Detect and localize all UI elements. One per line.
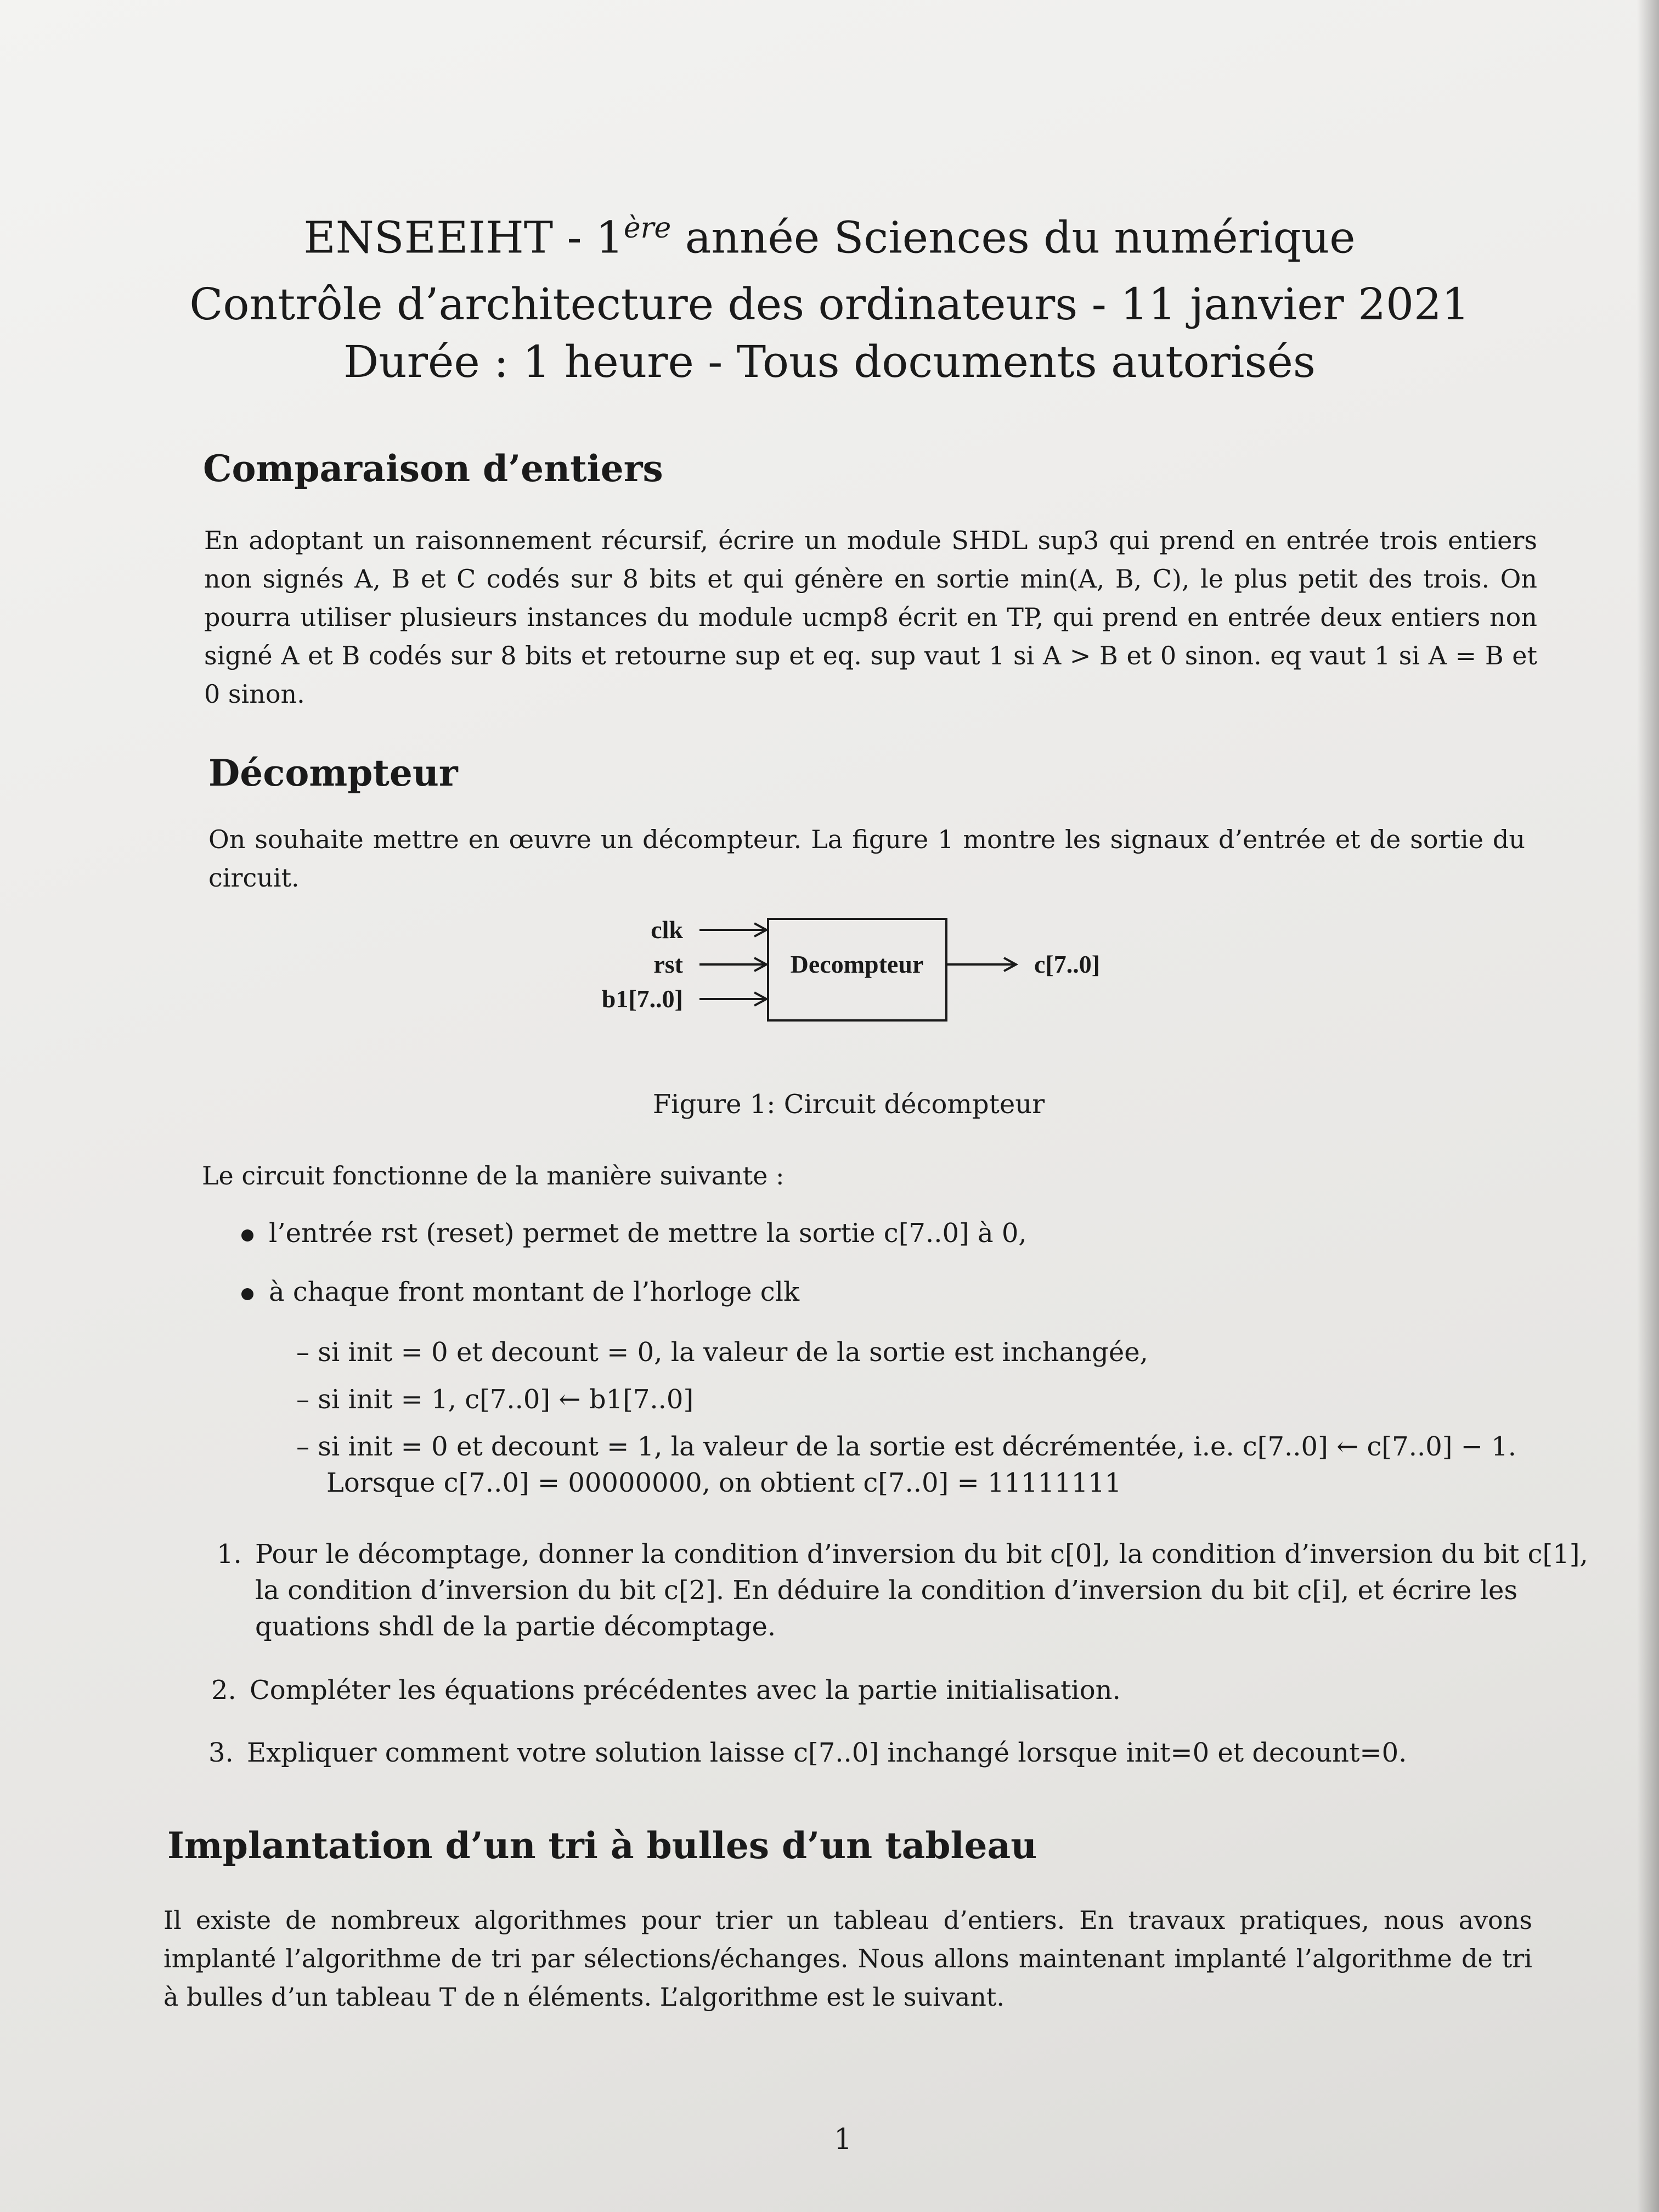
- sub-bullet-unchanged: – si init = 0 et decount = 0, la valeur de la sortie est inchangée,: [296, 1337, 1148, 1368]
- section-title-comparaison: Comparaison d’entiers: [203, 447, 663, 490]
- question-number: 3.: [208, 1737, 234, 1768]
- input-rst-label: rst: [653, 950, 683, 978]
- question-3-text: Expliquer comment votre solution laisse c[7..0] inchangé lorsque init=0 et decount=0.: [247, 1737, 1407, 1768]
- bullet-text-reset: l’entrée rst (reset) permet de mettre la sortie c[7..0] à 0,: [269, 1218, 1027, 1249]
- bullet-text-clock: à chaque front montant de l’horloge clk: [269, 1277, 800, 1307]
- header-school: ENSEEIHT - 1: [303, 212, 624, 263]
- input-b1-label: b1[7..0]: [601, 985, 683, 1013]
- decompteur-block-label: Decompteur: [790, 950, 924, 978]
- header-line-3: Durée : 1 heure - Tous documents autorisés: [343, 336, 1316, 387]
- question-2-text: Compléter les équations précédentes avec la partie initialisation.: [250, 1675, 1121, 1706]
- question-1-line-2: la condition d’inversion du bit c[2]. En déduire la condition d’inversion du bit c[i], et écrire les: [255, 1575, 1518, 1606]
- decompteur-diagram: [576, 905, 1152, 1037]
- header-superscript: ère: [623, 212, 672, 245]
- sub-bullet-decrement: – si init = 0 et decount = 1, la valeur de la sortie est décrémentée, i.e. c[7..0] ← c[7..0] − 1.: [296, 1431, 1517, 1462]
- section-title-tri-bulles: Implantation d’un tri à bulles d’un tableau: [167, 1824, 1037, 1867]
- sub-bullet-wraparound: Lorsque c[7..0] = 00000000, on obtient c[7..0] = 11111111: [326, 1468, 1122, 1498]
- header-line-2: Contrôle d’architecture des ordinateurs - 11 janvier 2021: [189, 279, 1470, 330]
- question-1-line-3: quations shdl de la partie décomptage.: [255, 1611, 776, 1642]
- header-program: année Sciences du numérique: [671, 212, 1356, 263]
- bullet-item: [241, 1215, 1027, 1251]
- header-line-1: [0, 212, 1659, 263]
- sub-bullet-init: – si init = 1, c[7..0] ← b1[7..0]: [296, 1384, 694, 1415]
- functioning-intro: Le circuit fonctionne de la manière suivante :: [202, 1161, 785, 1190]
- bullet-dot: [241, 1288, 253, 1300]
- question-number: 1.: [217, 1539, 242, 1570]
- section3-paragraph: Il existe de nombreux algorithmes pour trier un tableau d’entiers. En travaux pratiques, nous avons implanté l’algorithme de tri par sélections/échanges. Nous allons maintenant implanté l’algorithme de tri à bulles d’un tableau T de n éléments. L’algorithme est le suivant.: [163, 1905, 1532, 2012]
- input-clk-label: clk: [651, 916, 683, 944]
- question-number: 2.: [211, 1675, 236, 1706]
- question-1-line-1: Pour le décomptage, donner la condition d’inversion du bit c[0], la condition d’inversion du bit c[1],: [255, 1539, 1588, 1570]
- page-number: 1: [834, 2123, 853, 2156]
- section-title-decompteur: Décompteur: [208, 752, 458, 794]
- section1-paragraph: En adoptant un raisonnement récursif, écrire un module SHDL sup3 qui prend en entrée trois entiers non signés A, B et C codés sur 8 bits et qui génère en sortie min(A, B, C), le plus petit des trois. On pourra utiliser plusieurs instances du module ucmp8 écrit en TP, qui prend en entrée deux entiers non signé A et B codés sur 8 bits et retourne sup et eq. sup vaut 1 si A > B et 0 sinon. eq vaut 1 si A = B et 0 sinon.: [204, 526, 1537, 709]
- output-c-label: c[7..0]: [1034, 950, 1101, 978]
- bullet-dot: [241, 1229, 253, 1242]
- bullet-item: [241, 1274, 799, 1310]
- figure-caption: Figure 1: Circuit décompteur: [652, 1089, 1045, 1120]
- section2-intro: On souhaite mettre en œuvre un décompteur. La figure 1 montre les signaux d’entrée et de sortie du circuit.: [208, 825, 1525, 893]
